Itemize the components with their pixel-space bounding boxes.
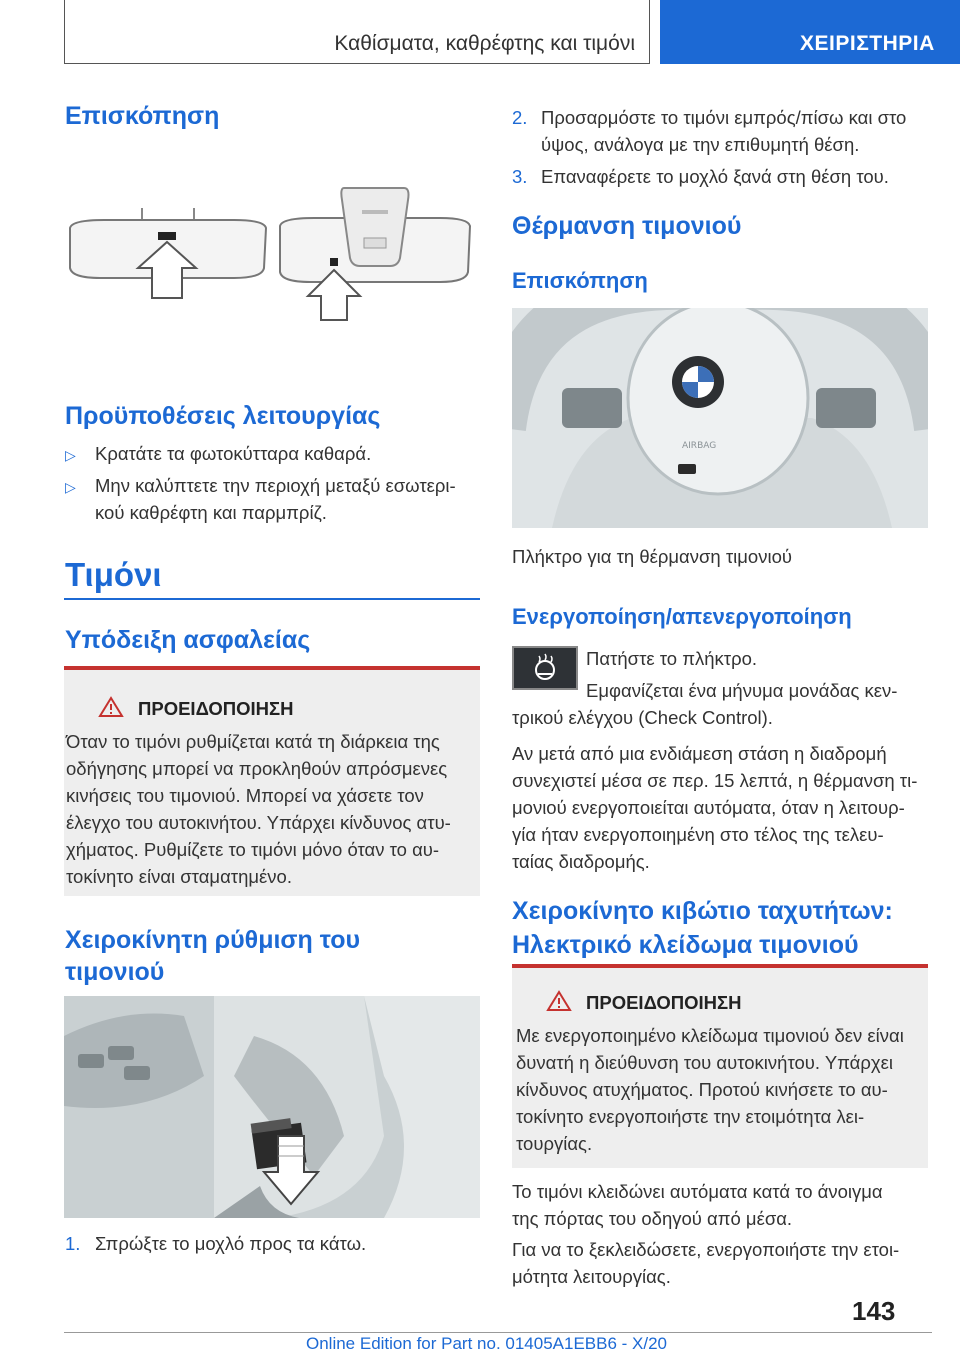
heading-line: Χειροκίνητο κιβώτιο ταχυτήτων: (512, 897, 893, 925)
step-3 (512, 163, 932, 190)
text-line: Εμφανίζεται ένα μήνυμα μονάδας κεν- (586, 680, 898, 701)
bullet-icon: ▷ (65, 447, 76, 463)
steering-wheel-figure (512, 308, 928, 528)
heading-line: τιμονιού (65, 958, 165, 986)
figure-caption: Πλήκτρο για τη θέρμανση τιμονιού (512, 546, 792, 567)
step-2 (512, 104, 932, 155)
warning-title: ΠΡΟΕΙΔΟΠΟΙΗΣΗ (586, 992, 742, 1013)
section-title: Καθίσματα, καθρέφτης και τιμόνι (334, 32, 635, 55)
warning-box (64, 670, 480, 896)
steering-lever-figure (64, 996, 480, 1218)
edition-text: Online Edition for Part no. 01405A1EBB6 - X/20 (306, 1334, 668, 1353)
mirror-sensor-figure (64, 180, 480, 350)
activation-heading: Ενεργοποίηση/απενεργοποίηση (512, 604, 852, 629)
step-number: 2. (512, 107, 528, 128)
prereq-heading: Προϋποθέσεις λειτουργίας (65, 402, 381, 430)
text-line: μονιού ενεργοποιείται αυτόματα, όταν η λειτουρ- (512, 797, 905, 818)
warning-line: χήματος. Ρυθμίζετε το τιμόνι μόνο όταν το αυ- (66, 839, 440, 860)
list-item: Κρατάτε τα φωτοκύτταρα καθαρά. (95, 443, 372, 464)
step-number: 1. (65, 1233, 81, 1254)
step-text-line: ύψος, ανάλογα με την επιθυμητή θέση. (541, 134, 860, 155)
footer-rule (64, 1332, 932, 1333)
warning-triangle-icon (546, 990, 572, 1017)
press-instruction: Πατήστε το πλήκτρο. (586, 648, 758, 669)
warning-text (516, 1022, 928, 1157)
text-line: συνεχιστεί μέσα σε περ. 15 λεπτά, η θέρμανση τι- (512, 770, 918, 791)
overview-heading-right: Επισκόπηση (512, 268, 648, 293)
bullet-icon: ▷ (65, 479, 76, 495)
text-line: ταίας διαδρομής. (512, 851, 650, 872)
warning-line: κίνδυνος ατυχήματος. Προτού κινήσετε το αυ- (516, 1079, 888, 1100)
section-rule (64, 598, 480, 600)
text-line: Αν μετά από μια ενδιάμεση στάση η διαδρομή (512, 743, 887, 764)
lock-paragraph (512, 1178, 932, 1232)
step-text: Επαναφέρετε το μοχλό ξανά στη θέση του. (541, 166, 889, 187)
warning-line: Με ενεργοποιημένο κλείδωμα τιμονιού δεν είναι (516, 1025, 904, 1046)
warning-line: έλεγχο του αυτοκινήτου. Υπάρχει κίνδυνος ατυ- (66, 812, 451, 833)
step-1 (65, 1230, 367, 1257)
warning-line: Όταν το τιμόνι ρυθμίζεται κατά τη διάρκεια της (66, 731, 440, 752)
overview-heading-left: Επισκόπηση (65, 102, 220, 130)
warning-line: τουργίας. (516, 1133, 593, 1154)
auto-activation-paragraph (512, 740, 932, 875)
heading-line: Ηλεκτρικό κλείδωμα τιμονιού (512, 931, 859, 959)
svg-text:AIRBAG: AIRBAG (682, 441, 717, 451)
warning-box (512, 968, 928, 1168)
heating-heading: Θέρμανση τιμονιού (512, 212, 742, 240)
prereq-list (65, 440, 485, 526)
warning-title: ΠΡΟΕΙΔΟΠΟΙΗΣΗ (138, 698, 294, 719)
message-text (512, 677, 932, 731)
manual-adjust-heading (65, 924, 360, 988)
steering-lock-heading (512, 894, 893, 962)
step-text: Σπρώξτε το μοχλό προς τα κάτω. (95, 1233, 367, 1254)
step-number: 3. (512, 166, 528, 187)
list-item-continuation: κού καθρέφτη και παρμπρίζ. (95, 502, 327, 523)
step-text-line: Προσαρμόστε το τιμόνι εμπρός/πίσω και στο (541, 107, 907, 128)
text-line: της πόρτας του οδηγού από μέσα. (512, 1208, 793, 1229)
warning-text (66, 728, 478, 890)
unlock-paragraph (512, 1236, 932, 1290)
chapter-tab-label: ΧΕΙΡΙΣΤΗΡΙΑ (800, 32, 935, 55)
header-section-title (64, 0, 650, 64)
text-line: Για να το ξεκλειδώσετε, ενεργοποιήστε την ετοι- (512, 1239, 900, 1260)
warning-triangle-icon (98, 696, 124, 723)
warning-line: κινήσεις του τιμονιού. Μπορεί να χάσετε τον (66, 785, 424, 806)
text-line: τρικού ελέγχου (Check Control). (512, 707, 773, 728)
warning-line: οδήγησης μπορεί να προκληθούν απρόσμενες (66, 758, 448, 779)
text-line: μότητα λειτουργίας. (512, 1266, 671, 1287)
text-line: γία ήταν ενεργοποιημένη στο τέλος της τελευ- (512, 824, 884, 845)
safety-heading: Υπόδειξη ασφαλείας (65, 626, 311, 654)
steering-heading: Τιμόνι (65, 556, 162, 593)
warning-line: τοκίνητο ενεργοποιήστε την ετοιμότητα λει- (516, 1106, 865, 1127)
page-number: 143 (852, 1296, 896, 1326)
warning-line: τοκίνητο είναι σταματημένο. (66, 866, 292, 887)
warning-line: δυνατή η διεύθυνση του αυτοκινήτου. Υπάρχει (516, 1052, 893, 1073)
text-line: Το τιμόνι κλειδώνει αυτόματα κατά το άνοιγμα (512, 1181, 883, 1202)
list-item: Μην καλύπτετε την περιοχή μεταξύ εσωτερι- (95, 475, 456, 496)
heading-line: Χειροκίνητη ρύθμιση του (65, 926, 361, 954)
chapter-tab[interactable] (660, 0, 960, 64)
